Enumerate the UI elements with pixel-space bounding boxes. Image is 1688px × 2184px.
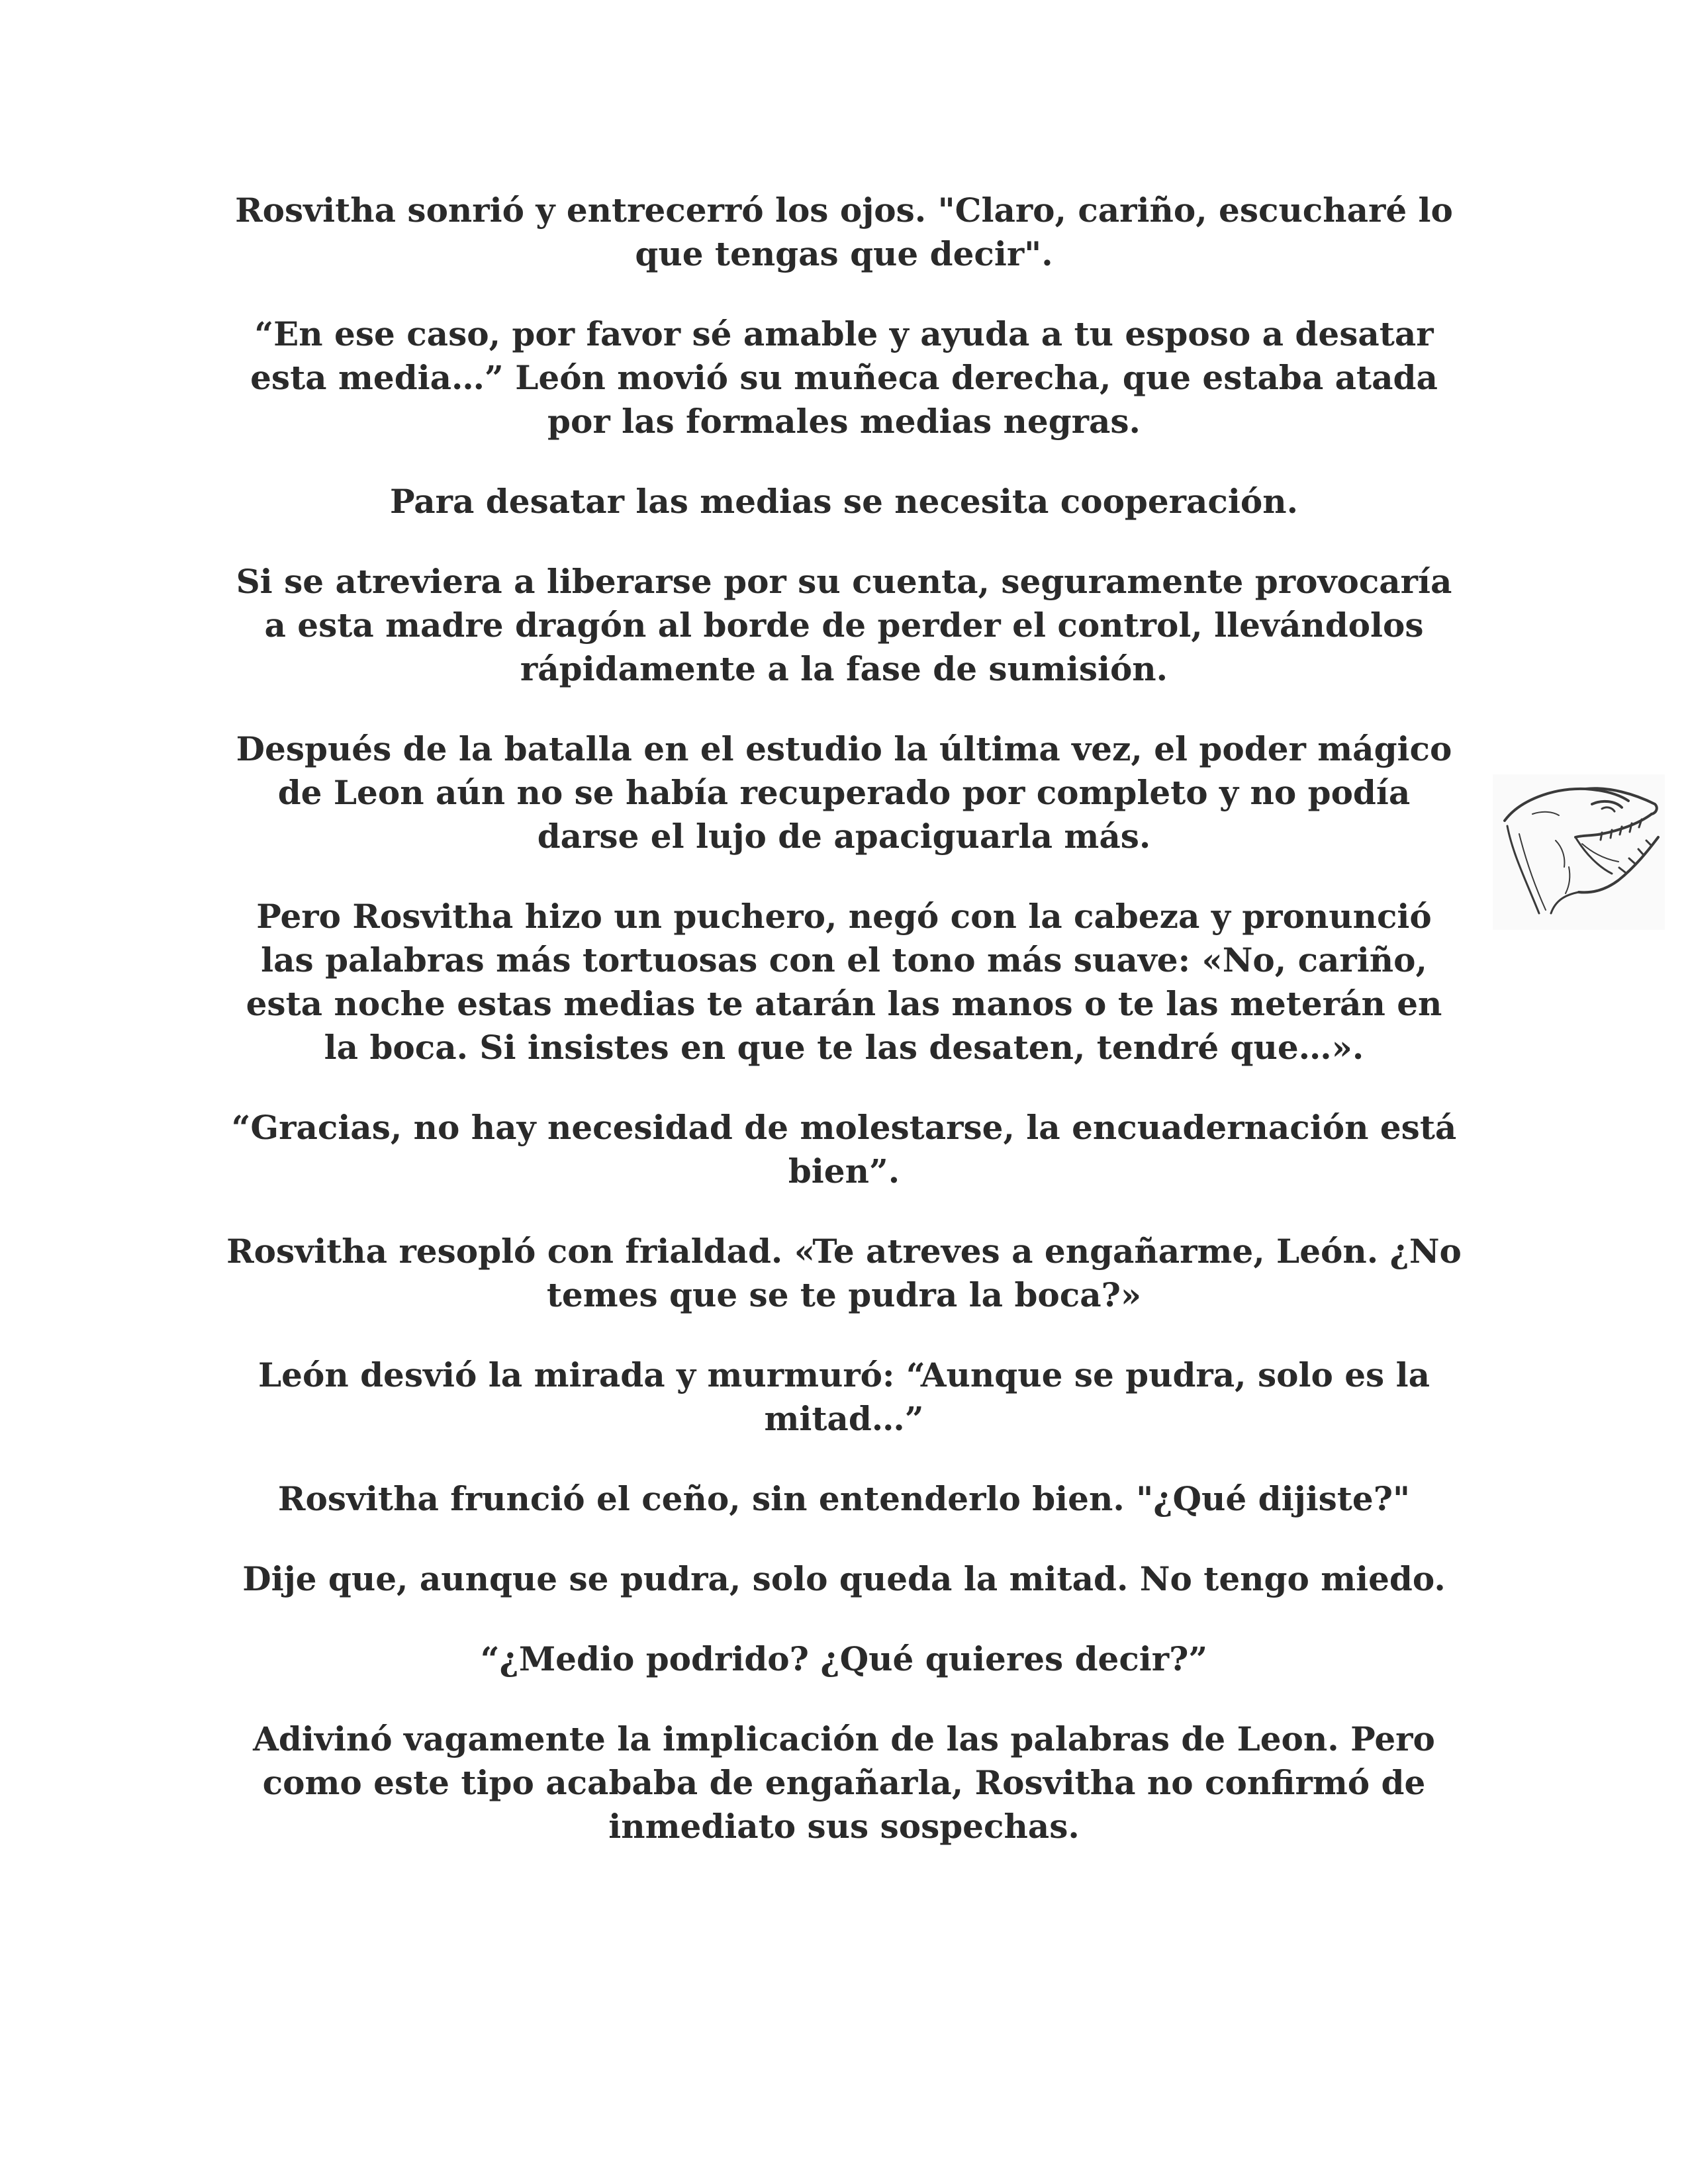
story-text xyxy=(225,189,1463,1885)
paragraph-3: Para desatar las medias se necesita cooperación. xyxy=(390,482,1298,521)
paragraph-12: “¿Medio podrido? ¿Qué quieres decir?” xyxy=(480,1639,1208,1678)
paragraph-6: Pero Rosvitha hizo un puchero, negó con la cabeza y pronunció las palabras más tortuosas con el tono más suave: «No, cariño, esta noche estas medias te atarán las manos o te las meterán en la boca. Si insistes en que te las desaten, tendré que…». xyxy=(246,897,1442,1067)
paragraph-10: Rosvitha frunció el ceño, sin entenderlo bien. "¿Qué dijiste?" xyxy=(277,1479,1411,1518)
paragraph-7: “Gracias, no hay necesidad de molestarse, la encuadernación está bien”. xyxy=(231,1108,1457,1191)
paragraph-1: Rosvitha sonrió y entrecerró los ojos. "Claro, cariño, escucharé lo que tengas que decir". xyxy=(235,191,1453,273)
paragraph-8: Rosvitha resopló con frialdad. «Te atreves a engañarme, León. ¿No temes que se te pudra la boca?» xyxy=(226,1232,1462,1314)
paragraph-2: “En ese caso, por favor sé amable y ayuda a tu esposo a desatar esta media…” León movió su muñeca derecha, que estaba atada por las formales medias negras. xyxy=(250,314,1438,441)
paragraph-5: Después de la batalla en el estudio la última vez, el poder mágico de Leon aún no se había recuperado por completo y no podía darse el lujo de apaciguarla más. xyxy=(236,729,1452,856)
paragraph-4: Si se atreviera a liberarse por su cuenta, seguramente provocaría a esta madre dragón al borde de perder el control, llevándolos rápidamente a la fase de sumisión. xyxy=(236,562,1452,688)
dragon-head-sketch-icon xyxy=(1493,774,1665,930)
paragraph-11: Dije que, aunque se pudra, solo queda la mitad. No tengo miedo. xyxy=(242,1559,1446,1598)
paragraph-13: Adivinó vagamente la implicación de las palabras de Leon. Pero como este tipo acababa de engañarla, Rosvitha no confirmó de inmediato sus sospechas. xyxy=(253,1719,1435,1846)
paragraph-9: León desvió la mirada y murmuró: “Aunque se pudra, solo es la mitad…” xyxy=(258,1355,1430,1438)
